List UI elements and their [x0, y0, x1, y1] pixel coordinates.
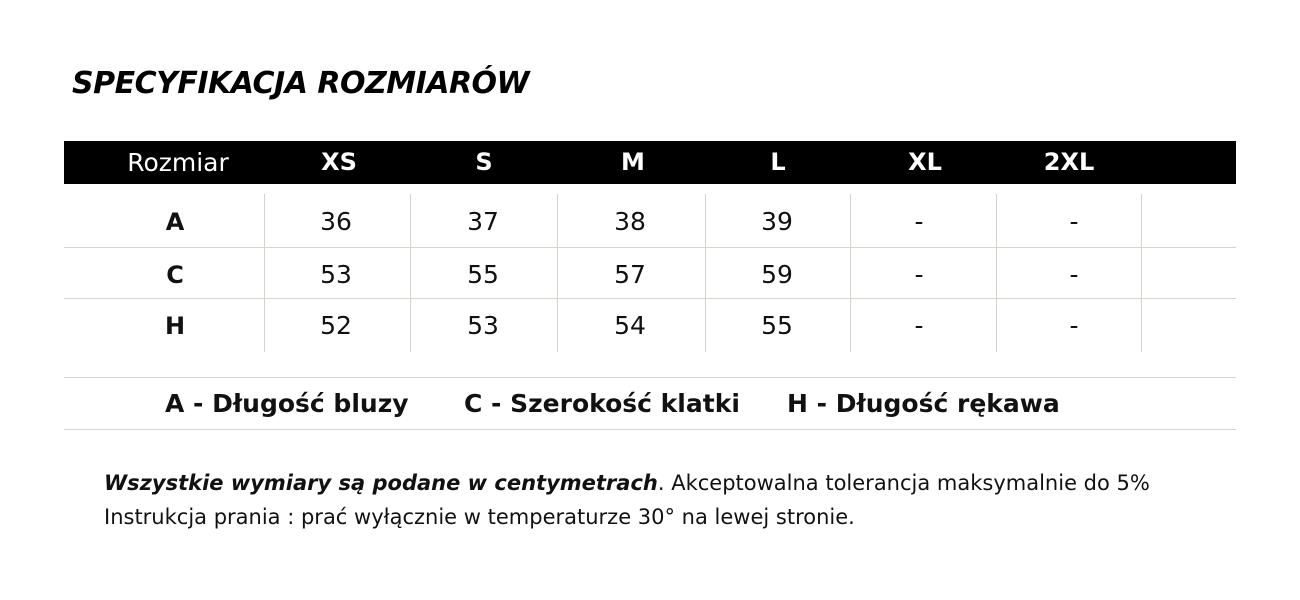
- page-title: SPECYFIKACJA ROZMIARÓW: [72, 66, 530, 101]
- row-label: A: [165, 208, 185, 236]
- table-row: [64, 196, 1236, 248]
- table-cell: -: [1069, 207, 1079, 236]
- size-table-body: [64, 194, 1236, 352]
- size-table-header: [64, 141, 1236, 184]
- size-table: [64, 141, 1236, 352]
- header-cell-s: S: [475, 148, 493, 176]
- table-cell: 57: [614, 260, 646, 289]
- header-cell-size: Rozmiar: [127, 148, 229, 177]
- table-cell: -: [914, 311, 924, 340]
- table-cell: -: [914, 207, 924, 236]
- table-cell: 36: [320, 207, 352, 236]
- row-label: C: [166, 261, 184, 289]
- legend-item-h: H - Długość rękawa: [787, 389, 1060, 418]
- header-cell-xl: XL: [908, 148, 942, 176]
- table-cell: -: [1069, 260, 1079, 289]
- header-cell-2xl: 2XL: [1043, 148, 1095, 176]
- legend-item-c: C - Szerokość klatki: [464, 389, 740, 418]
- notes-tolerance: . Akceptowalna tolerancja maksymalnie do 5%: [657, 471, 1150, 495]
- notes-line-2: Instrukcja prania : prać wyłącznie w temperaturze 30° na lewej stronie.: [104, 505, 855, 529]
- table-cell: 39: [761, 207, 793, 236]
- header-cell-m: M: [621, 148, 645, 176]
- header-cell-xs: XS: [321, 148, 357, 176]
- table-cell: 59: [761, 260, 793, 289]
- table-cell: 54: [614, 311, 646, 340]
- table-row: [64, 300, 1236, 352]
- legend-item-a: A - Długość bluzy: [165, 389, 409, 418]
- notes-line-1: [104, 466, 1150, 500]
- table-cell: 53: [467, 311, 499, 340]
- table-cell: 55: [467, 260, 499, 289]
- row-label: H: [164, 312, 186, 340]
- header-cell-l: L: [770, 148, 786, 176]
- table-cell: 37: [467, 207, 499, 236]
- table-cell: -: [914, 260, 924, 289]
- notes-emphasis: Wszystkie wymiary są podane w centymetrach: [104, 471, 658, 495]
- table-cell: 52: [320, 311, 352, 340]
- table-cell: 38: [614, 207, 646, 236]
- table-cell: -: [1069, 311, 1079, 340]
- table-row: [64, 249, 1236, 301]
- measurement-legend: [64, 377, 1236, 430]
- table-cell: 55: [761, 311, 793, 340]
- notes: [104, 466, 1150, 534]
- table-cell: 53: [320, 260, 352, 289]
